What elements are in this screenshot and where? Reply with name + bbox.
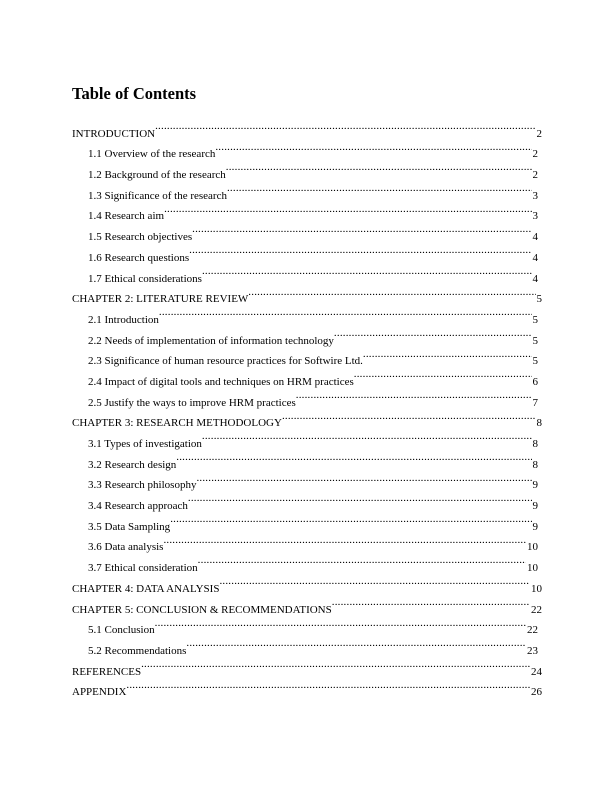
toc-section-entry[interactable] <box>72 137 538 161</box>
toc-section-entry[interactable] <box>72 550 538 575</box>
toc-entry-label: 5.2 Recommendations <box>88 644 187 657</box>
toc-dot-leader <box>332 592 530 613</box>
page-title: Table of Contents <box>72 84 197 103</box>
toc-page-number: 7 <box>532 396 538 409</box>
toc-dot-leader <box>363 344 532 365</box>
toc-dot-leader <box>248 282 535 303</box>
toc-section-entry[interactable] <box>72 261 538 285</box>
toc-chapter-entry[interactable] <box>72 406 542 430</box>
toc-page-number: 23 <box>527 644 538 657</box>
toc-dot-leader <box>202 261 532 282</box>
toc-page-number: 9 <box>532 520 538 533</box>
toc-page-number: 4 <box>532 272 538 285</box>
toc-dot-leader <box>126 675 530 696</box>
toc-page-number: 3 <box>532 210 538 223</box>
toc-page-number: 2 <box>532 169 538 182</box>
toc-page-number: 24 <box>531 665 542 678</box>
toc-section-entry[interactable] <box>72 240 538 264</box>
toc-page-number: 8 <box>536 417 542 430</box>
toc-section-entry[interactable] <box>72 219 538 244</box>
toc-section-entry[interactable] <box>72 302 538 326</box>
toc-section-entry[interactable] <box>72 364 538 388</box>
toc-section-entry[interactable] <box>72 530 538 554</box>
toc-dot-leader <box>163 530 526 551</box>
toc-chapter-entry[interactable] <box>72 675 542 699</box>
toc-page-number: 26 <box>531 686 542 699</box>
toc-dot-leader <box>155 613 526 634</box>
toc-entry-label: 3.7 Ethical consideration <box>88 562 198 575</box>
toc-section-entry[interactable] <box>72 426 538 450</box>
toc-dot-leader <box>176 447 531 468</box>
toc-page-number: 5 <box>532 334 538 347</box>
toc-entry-label: 1.1 Overview of the research <box>88 148 216 161</box>
toc-chapter-entry[interactable] <box>72 282 542 306</box>
toc-dot-leader <box>282 406 536 427</box>
toc-page-number: 2 <box>532 148 538 161</box>
toc-dot-leader <box>155 116 535 137</box>
toc-section-entry[interactable] <box>72 157 538 182</box>
toc-entry-label: 1.3 Significance of the research <box>88 189 227 202</box>
toc-entry-label: CHAPTER 5: CONCLUSION & RECOMMENDATIONS <box>72 603 332 616</box>
toc-section-entry[interactable] <box>72 468 538 492</box>
toc-entry-label: 3.6 Data analysis <box>88 541 164 554</box>
toc-dot-leader <box>202 426 532 447</box>
toc-entry-label: 1.4 Research aim <box>88 210 165 223</box>
toc-entry-label: APPENDIX <box>72 686 127 699</box>
toc-page-number: 22 <box>527 624 538 637</box>
toc-page-number: 8 <box>532 458 538 471</box>
toc-page-number: 4 <box>532 251 538 264</box>
toc-chapter-entry[interactable] <box>72 592 542 616</box>
toc-entry-label: 3.1 Types of investigation <box>88 438 202 450</box>
toc-section-entry[interactable] <box>72 509 538 533</box>
toc-page-number: 5 <box>536 293 542 306</box>
toc-entry-label: 3.2 Research design <box>88 458 177 471</box>
toc-dot-leader <box>215 137 531 158</box>
toc-entry-label: 1.7 Ethical considerations <box>88 272 202 285</box>
toc-dot-leader <box>196 468 531 489</box>
toc-page-number: 5 <box>532 355 538 368</box>
toc-entry-label: INTRODUCTION <box>72 127 156 140</box>
toc-entry-label: CHAPTER 4: DATA ANALYSIS <box>72 582 220 595</box>
toc-page-number: 22 <box>531 603 542 616</box>
table-of-contents <box>72 116 542 699</box>
toc-chapter-entry[interactable] <box>72 116 542 140</box>
toc-entry-label: CHAPTER 2: LITERATURE REVIEW <box>72 293 249 306</box>
toc-entry-label: 1.5 Research objectives <box>88 231 193 244</box>
toc-entry-label: 2.5 Justify the ways to improve HRM practices <box>88 396 296 409</box>
toc-entry-label: 1.2 Background of the research <box>88 169 226 182</box>
toc-page-number: 10 <box>527 562 538 575</box>
toc-dot-leader <box>334 323 532 344</box>
toc-section-entry[interactable] <box>72 323 538 347</box>
toc-section-entry[interactable] <box>72 178 538 202</box>
toc-entry-label: 2.1 Introduction <box>88 313 159 326</box>
toc-dot-leader <box>296 385 532 406</box>
toc-section-entry[interactable] <box>72 385 538 409</box>
toc-dot-leader <box>189 240 531 261</box>
toc-page-number: 9 <box>532 500 538 513</box>
toc-entry-label: 5.1 Conclusion <box>88 624 155 637</box>
toc-entry-label: REFERENCES <box>72 665 142 678</box>
toc-chapter-entry[interactable] <box>72 654 542 678</box>
toc-dot-leader <box>186 633 526 654</box>
toc-dot-leader <box>192 219 531 240</box>
toc-entry-label: 3.5 Data Sampling <box>88 520 171 533</box>
toc-dot-leader <box>141 654 530 675</box>
toc-dot-leader <box>170 509 531 530</box>
toc-dot-leader <box>159 302 532 323</box>
toc-chapter-entry[interactable] <box>72 571 542 595</box>
toc-page-number: 3 <box>532 189 538 202</box>
toc-dot-leader <box>226 157 532 178</box>
toc-section-entry[interactable] <box>72 447 538 471</box>
toc-entry-label: 2.3 Significance of human resource practices for Softwire Ltd. <box>88 355 363 368</box>
toc-entry-label: 1.6 Research questions <box>88 251 190 264</box>
toc-dot-leader <box>219 571 530 592</box>
toc-entry-label: CHAPTER 3: RESEARCH METHODOLOGY <box>72 417 282 430</box>
toc-dot-leader <box>227 178 532 199</box>
toc-section-entry[interactable] <box>72 488 538 513</box>
toc-entry-label: 3.4 Research approach <box>88 500 188 513</box>
toc-page-number: 4 <box>532 231 538 244</box>
toc-dot-leader <box>164 199 531 220</box>
toc-page-number: 8 <box>532 438 538 450</box>
toc-page-number: 5 <box>532 313 538 326</box>
toc-entry-label: 2.2 Needs of implementation of information technology <box>88 334 334 347</box>
toc-section-entry[interactable] <box>72 199 538 223</box>
toc-dot-leader <box>354 364 532 385</box>
toc-section-entry[interactable] <box>72 344 538 368</box>
toc-section-entry[interactable] <box>72 613 538 637</box>
toc-page-number: 10 <box>531 582 542 595</box>
toc-dot-leader <box>198 550 526 571</box>
toc-page-number: 9 <box>532 479 538 492</box>
toc-section-entry[interactable] <box>72 633 538 657</box>
toc-dot-leader <box>188 488 532 509</box>
toc-page-number: 2 <box>536 127 542 140</box>
toc-page-number: 10 <box>527 541 538 554</box>
toc-page-number: 6 <box>532 375 538 388</box>
toc-entry-label: 2.4 Impact of digital tools and techniques on HRM practices <box>88 375 354 388</box>
toc-entry-label: 3.3 Research philosophy <box>88 479 197 492</box>
